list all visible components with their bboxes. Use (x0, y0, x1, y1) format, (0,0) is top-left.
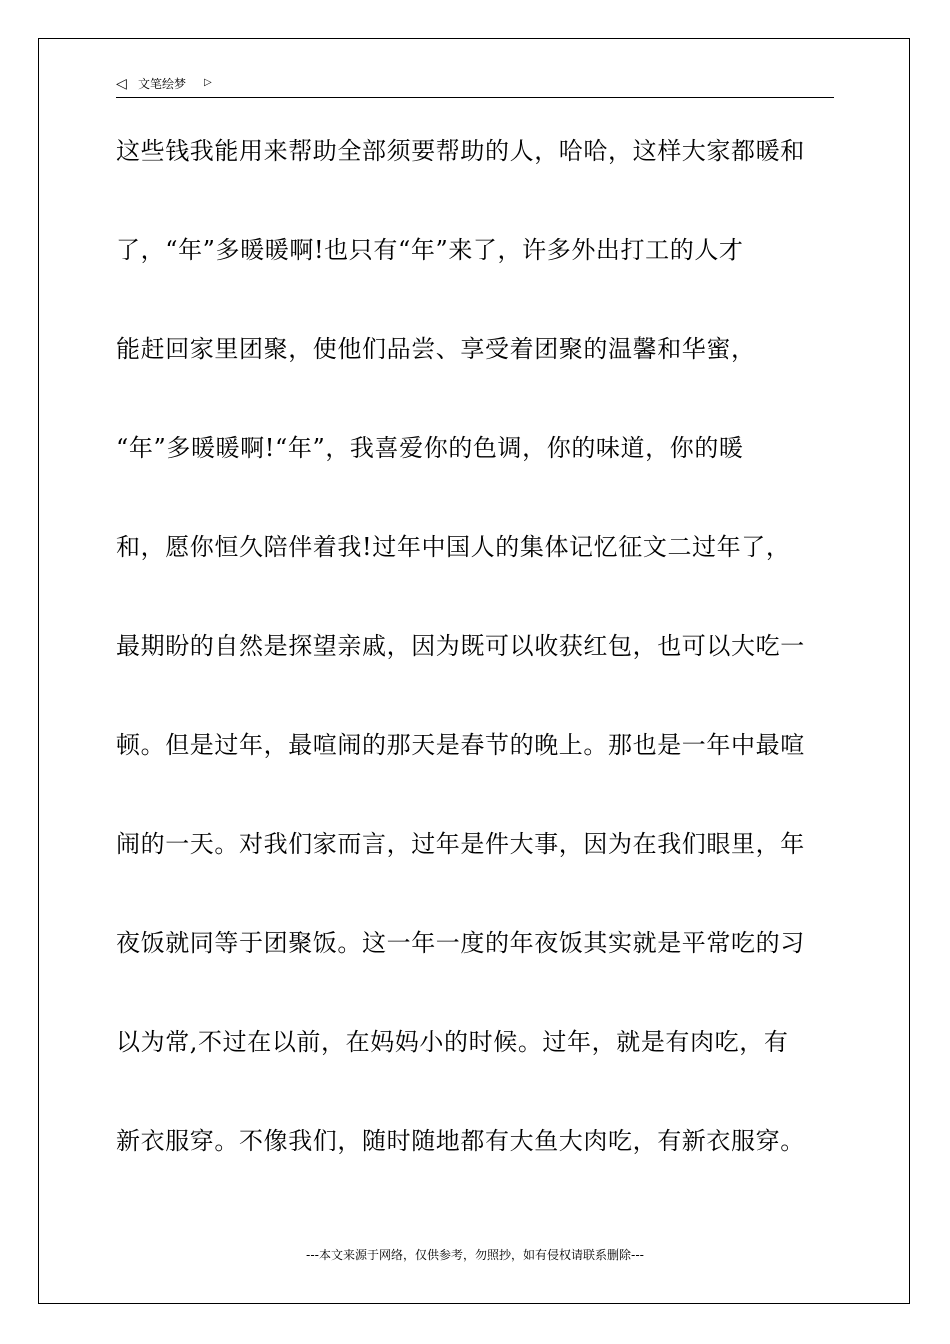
text-line: 以为常,不过在以前，在妈妈小的时候。过年，就是有肉吃，有 (116, 1028, 789, 1056)
text-line: 新衣服穿。不像我们，随时随地都有大鱼大肉吃，有新衣服穿。 (116, 1127, 805, 1155)
text-line: 闹的一天。对我们家而言，过年是件大事，因为在我们眼里，年 (116, 830, 805, 858)
page-footer: ---本文来源于网络，仅供参考，勿照抄，如有侵权请联系删除--- (306, 1248, 644, 1262)
page-header (116, 74, 834, 98)
header-title: 文笔绘梦 (138, 77, 187, 91)
body-text (116, 120, 836, 1209)
triangle-right-icon: ▷ (204, 77, 212, 88)
text-line: 最期盼的自然是探望亲戚，因为既可以收获红包，也可以大吃一 (116, 632, 805, 660)
text-line: “年”多暖暖啊!“年”，我喜爱你的色调，你的味道，你的暖 (116, 434, 744, 462)
text-line: 顿。但是过年，最喧闹的那天是春节的晚上。那也是一年中最喧 (116, 731, 805, 759)
text-line: 这些钱我能用来帮助全部须要帮助的人，哈哈，这样大家都暖和 (116, 137, 805, 165)
text-line: 能赶回家里团聚，使他们品尝、享受着团聚的温馨和华蜜， (116, 335, 756, 363)
triangle-left-icon: ◁ (116, 76, 127, 92)
text-line: 夜饭就同等于团聚饭。这一年一度的年夜饭其实就是平常吃的习 (116, 929, 805, 957)
text-line: 和，愿你恒久陪伴着我!过年中国人的集体记忆征文二过年了， (116, 533, 791, 561)
text-line: 了，“年”多暖暖啊!也只有“年”来了，许多外出打工的人才 (116, 236, 744, 264)
